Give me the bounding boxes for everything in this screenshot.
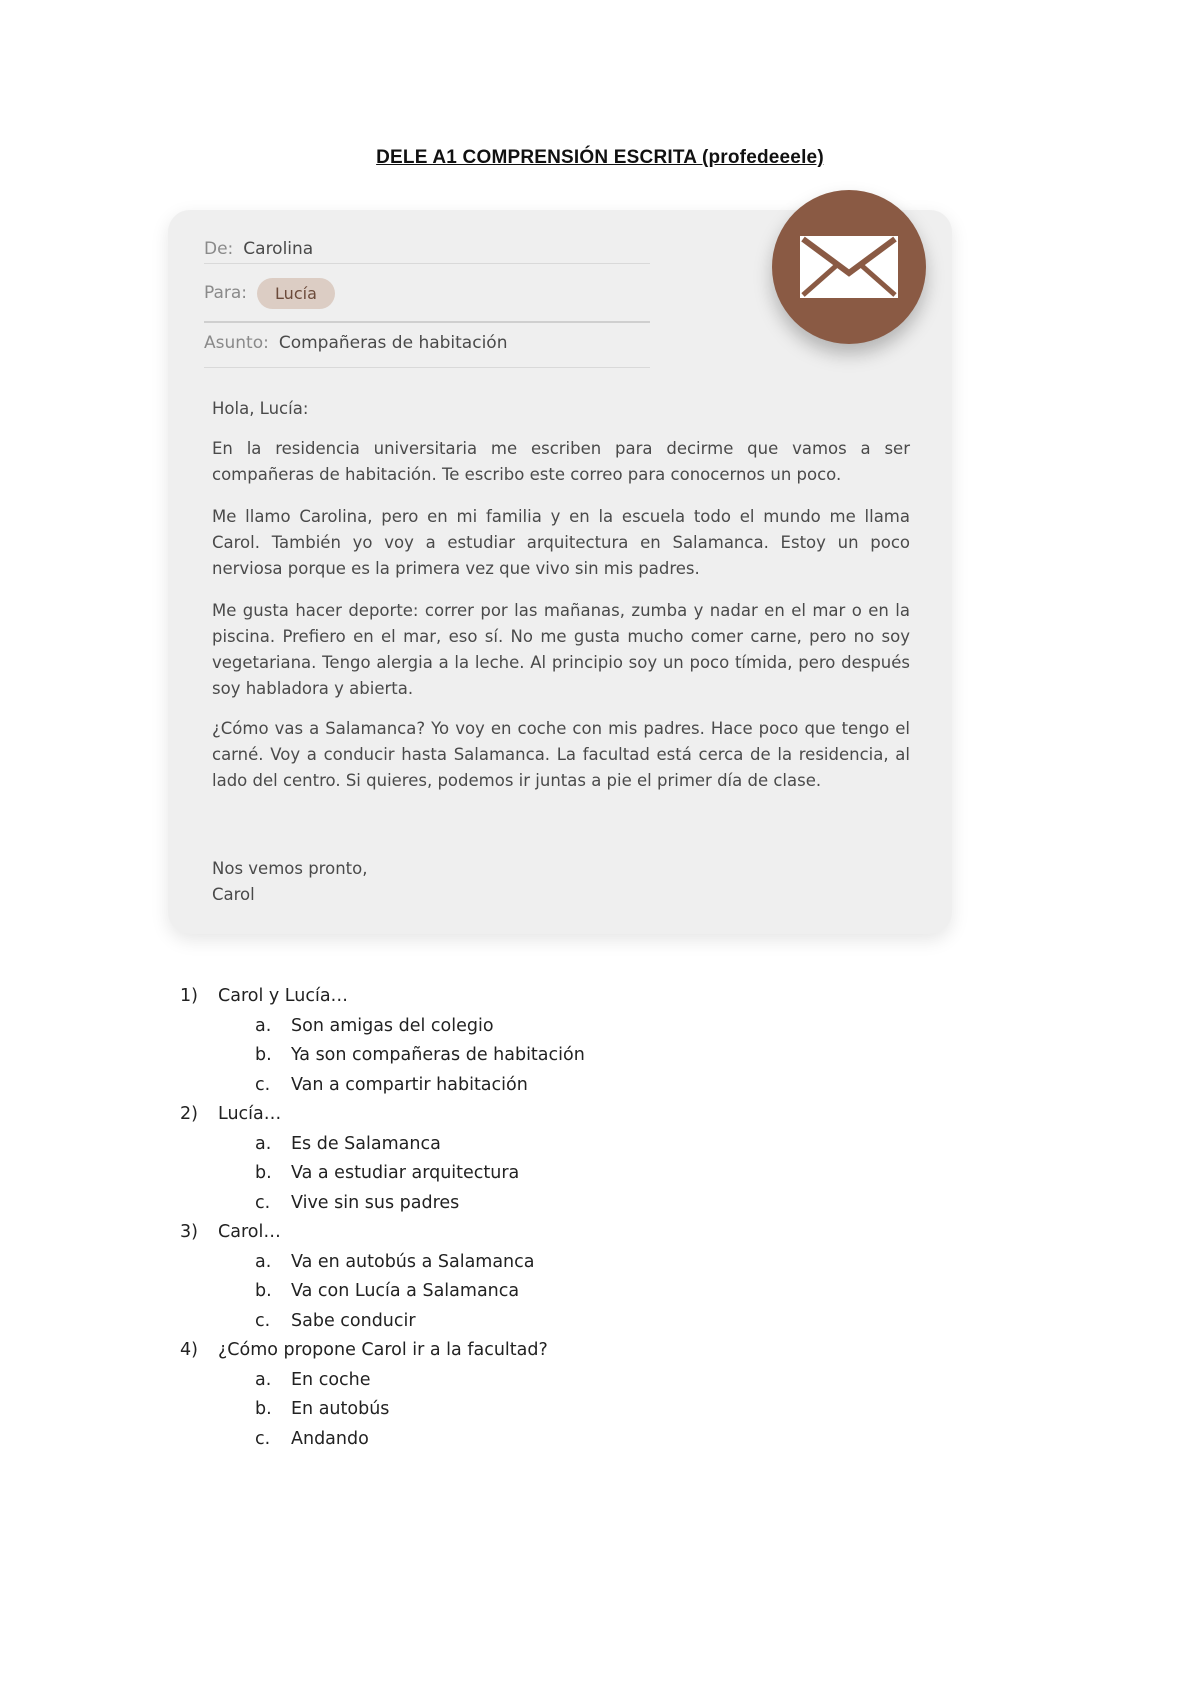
subject-value: Compañeras de habitación [278,333,508,353]
option-text: Sabe conducir [291,1310,416,1331]
option-text: En autobús [291,1399,390,1419]
email-greeting: Hola, Lucía: [212,399,309,418]
option-letter: c. [255,1074,271,1095]
option-letter: a. [255,1133,272,1154]
question-text: ¿Cómo propone Carol ir a la facultad? [218,1340,548,1360]
option-letter: a. [255,1369,272,1390]
option-letter: b. [255,1281,272,1301]
option-letter: b. [255,1163,272,1183]
option-text: Ya son compañeras de habitación [291,1045,585,1065]
recipient-chip: Lucía [257,278,335,309]
option-text: Andando [291,1428,369,1449]
question [180,1100,1080,1130]
option-text: Es de Salamanca [291,1133,441,1154]
option-letter: c. [255,1192,271,1213]
option-letter: c. [255,1428,271,1449]
email-paragraph: ¿Cómo vas a Salamanca? Yo voy en coche con mis padres. Hace poco que tengo el carné. Voy a conducir hasta Salamanca. La facultad está cerca de la residencia, al lado del centro. Si quieres, podemos ir juntas a pie el primer día de clase. [212,719,910,790]
subject-field [204,326,650,360]
answer-option [180,1248,1080,1278]
question-number: 2) [180,1104,198,1124]
answer-option [180,1425,1080,1455]
divider [204,367,650,368]
question [180,1218,1080,1248]
question-text: Carol y Lucía… [218,986,349,1006]
envelope-badge [772,190,926,344]
option-text: Van a compartir habitación [291,1074,528,1095]
divider [204,263,650,264]
option-text: En coche [291,1369,371,1390]
to-label: Para: [204,283,248,303]
signature: Carol [212,885,255,904]
option-letter: b. [255,1045,272,1065]
subject-label: Asunto: [204,333,269,353]
envelope-icon [797,233,901,301]
question [180,982,1080,1012]
questions-list [180,982,1080,1454]
answer-option [180,1071,1080,1101]
answer-option [180,1159,1080,1189]
answer-option [180,1130,1080,1160]
option-text: Vive sin sus padres [291,1192,460,1213]
answer-option [180,1395,1080,1425]
closing-line: Nos vemos pronto, [212,859,368,878]
question-text: Carol… [218,1222,281,1242]
page-title: DELE A1 COMPRENSIÓN ESCRITA (profedeeele) [376,147,824,168]
option-letter: b. [255,1399,272,1419]
option-letter: a. [255,1251,272,1272]
divider [204,321,650,323]
answer-option [180,1307,1080,1337]
question-number: 4) [180,1340,198,1360]
answer-option [180,1366,1080,1396]
question [180,1336,1080,1366]
email-paragraph: Me llamo Carolina, pero en mi familia y en la escuela todo el mundo me llama Carol. También yo voy a estudiar arquitectura en Salamanca. Estoy un poco nerviosa porque es la primera vez que vivo sin mis padres. [212,507,910,578]
to-field [204,272,650,314]
option-letter: a. [255,1015,272,1036]
option-text: Son amigas del colegio [291,1015,494,1036]
question-text: Lucía… [218,1104,282,1124]
answer-option [180,1012,1080,1042]
answer-option [180,1277,1080,1307]
email-paragraph: Me gusta hacer deporte: correr por las mañanas, zumba y nadar en el mar o en la piscina. Prefiero en el mar, eso sí. No me gusta mucho comer carne, pero no soy vegetariana. Tengo alergia a la leche. Al principio soy un poco tímida, pero después soy habladora y abierta. [212,601,910,698]
answer-option [180,1041,1080,1071]
option-text: Va en autobús a Salamanca [291,1251,535,1272]
option-text: Va con Lucía a Salamanca [291,1281,520,1301]
answer-option [180,1189,1080,1219]
from-field [204,232,650,266]
from-value: Carolina [243,239,314,259]
email-card [168,210,952,934]
email-closing [212,856,910,908]
email-paragraph: En la residencia universitaria me escriben para decirme que vamos a ser compañeras de habitación. Te escribo este correo para conocernos un poco. [212,439,910,484]
option-letter: c. [255,1310,271,1331]
option-text: Va a estudiar arquitectura [291,1163,520,1183]
from-label: De: [204,239,234,259]
question-number: 1) [180,986,198,1006]
question-number: 3) [180,1222,198,1242]
